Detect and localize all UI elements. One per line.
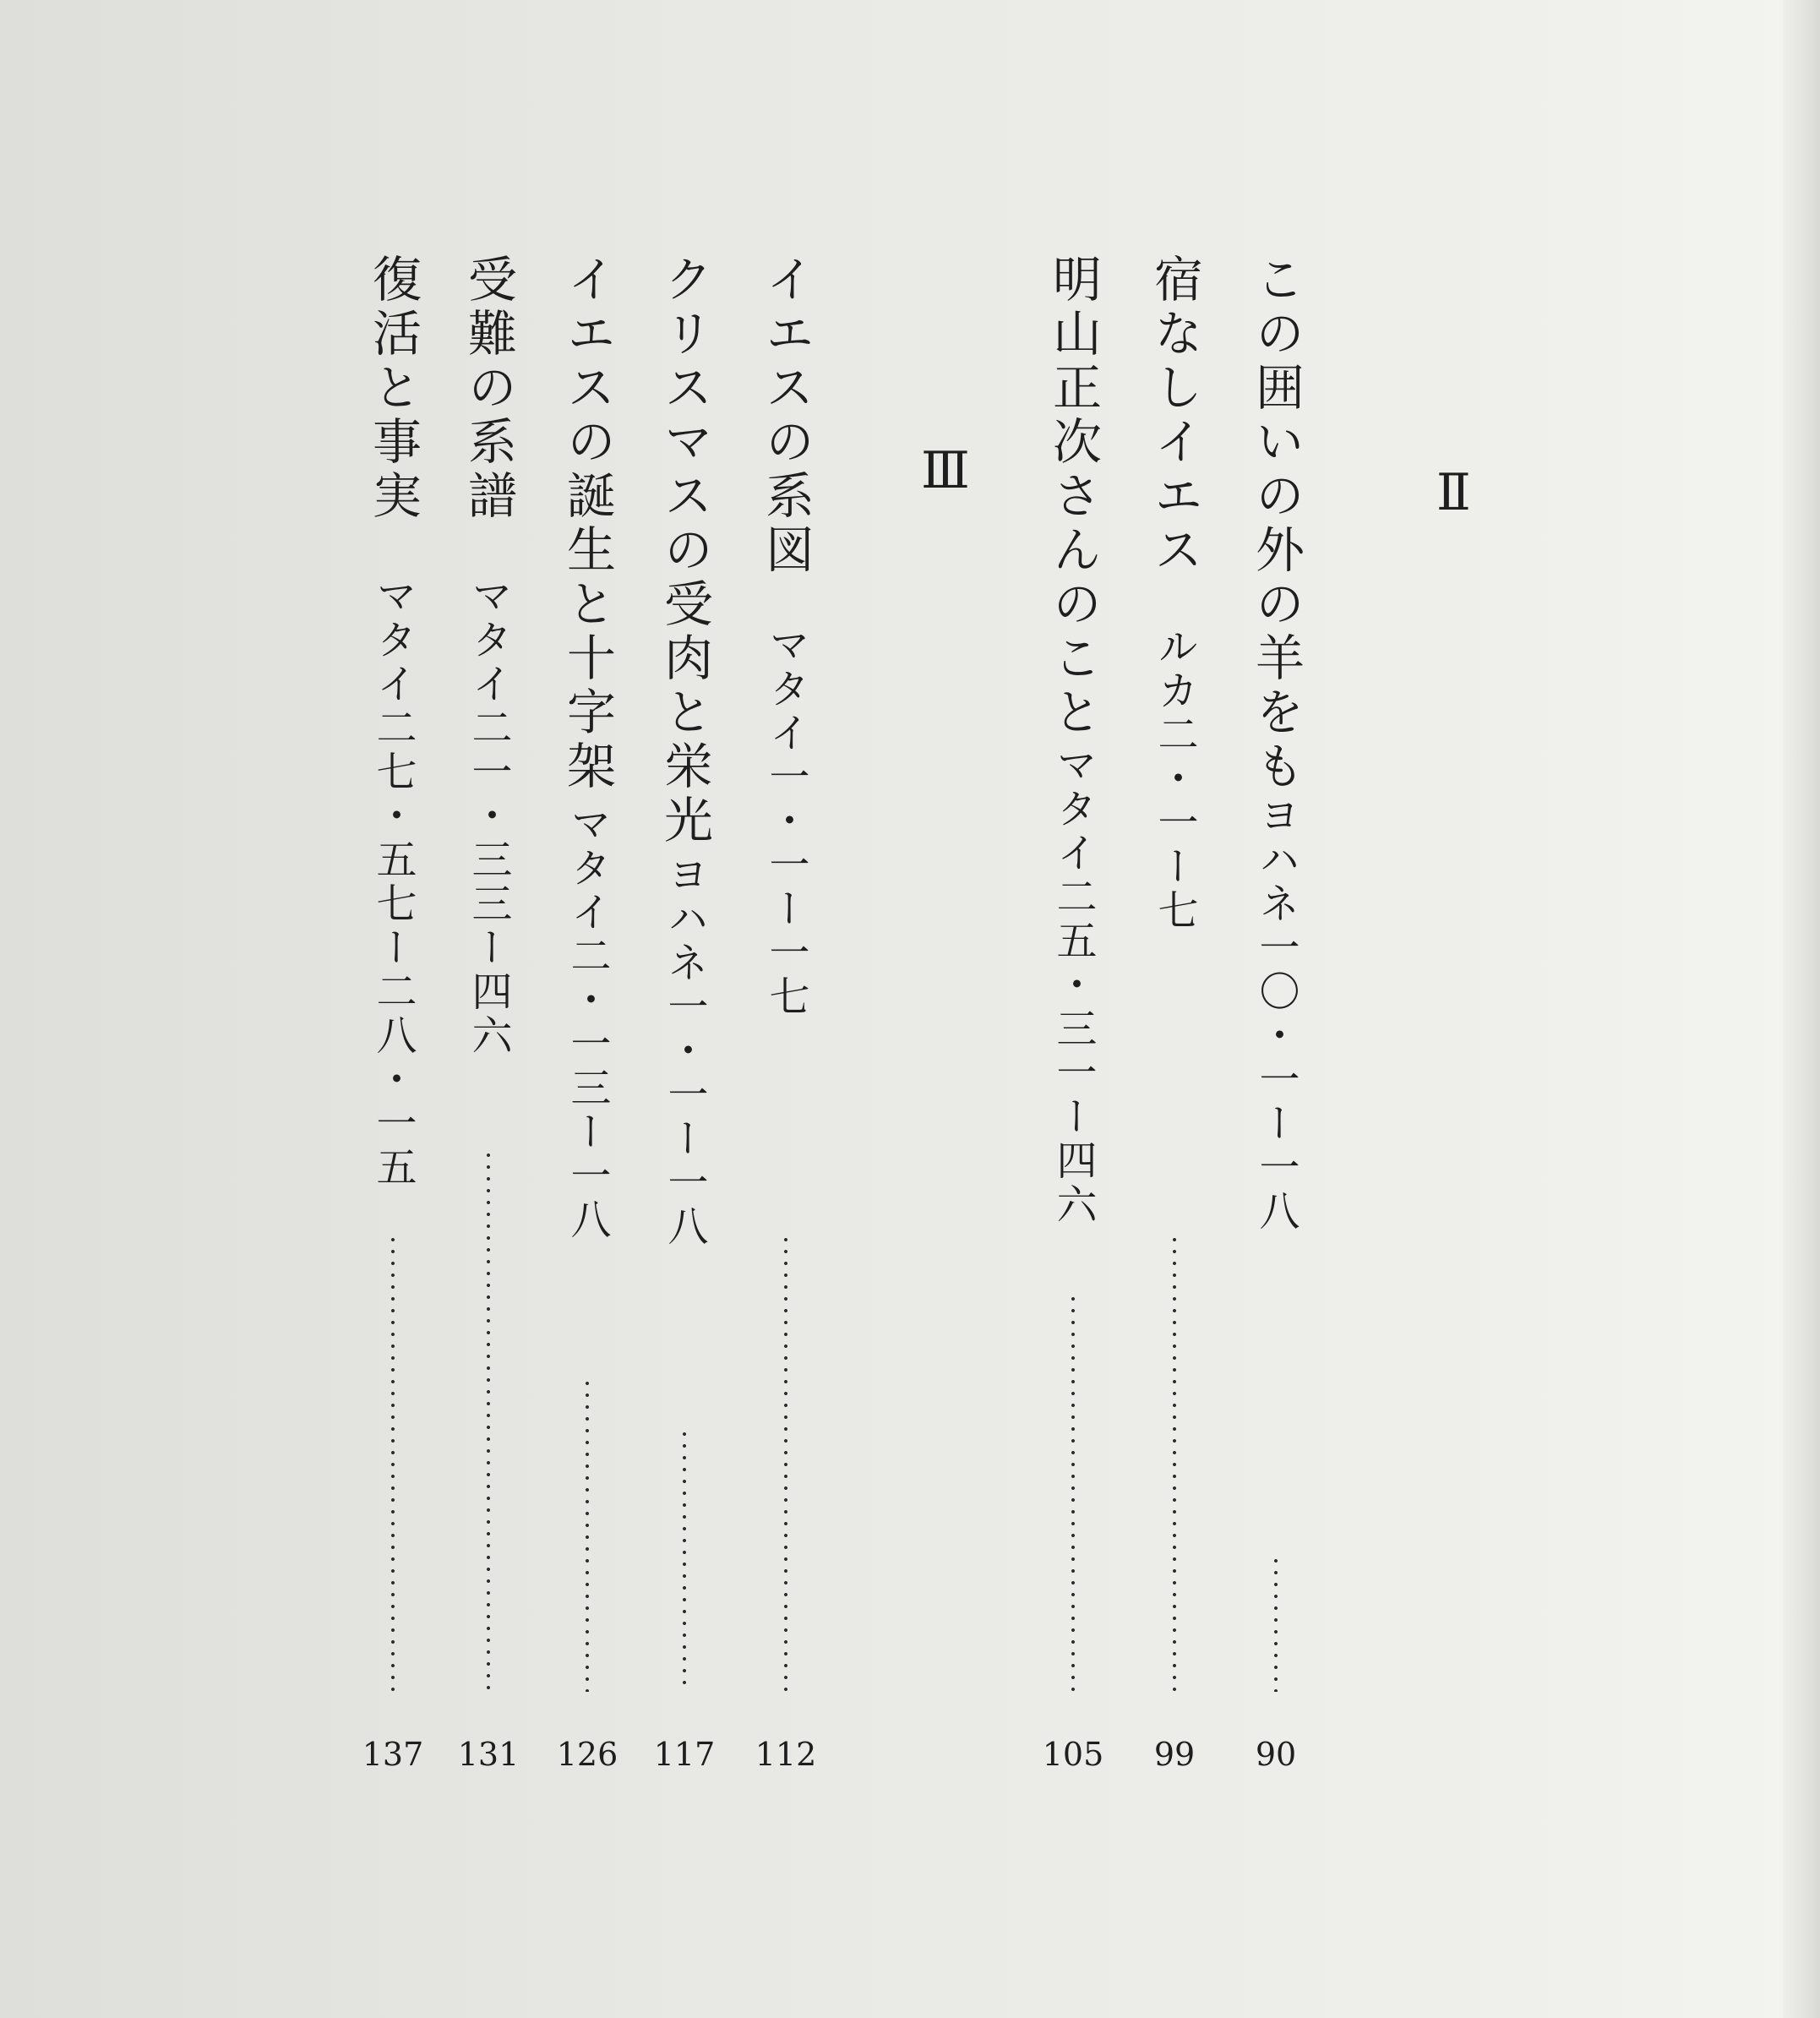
toc-entry[interactable] xyxy=(346,254,439,1808)
entry-title: 宿なしイエス xyxy=(1146,254,1203,578)
entry-page-number: 117 xyxy=(653,1736,716,1773)
entry-page-number: 99 xyxy=(1153,1736,1196,1773)
entry-page-number: 105 xyxy=(1042,1736,1104,1773)
toc-entry[interactable] xyxy=(1027,254,1120,1808)
entry-page-number: 112 xyxy=(755,1736,817,1773)
dot-leader xyxy=(1173,1234,1177,1692)
entry-title: 明山正次さんのこと xyxy=(1044,254,1102,740)
entry-scripture-ref: マタイ二・一三ー一八 xyxy=(564,803,611,1242)
entry-scripture-ref: ルカ二・一ー七 xyxy=(1151,625,1198,933)
entry-title: イエスの系図 xyxy=(757,254,815,578)
entry-page-number: 90 xyxy=(1255,1736,1297,1773)
entry-page-number: 137 xyxy=(362,1736,424,1773)
toc-entry[interactable] xyxy=(739,254,832,1808)
dot-leader xyxy=(1274,1555,1278,1692)
part-numeral-ii: Ⅱ xyxy=(1436,463,1471,522)
page-edge xyxy=(1783,0,1820,2018)
entry-title: クリスマスの受肉と栄光 xyxy=(656,254,713,848)
entry-scripture-ref: マタイ二七・五七ー二八・一五 xyxy=(369,575,417,1190)
dot-leader xyxy=(784,1234,788,1692)
entry-title: この囲いの外の羊をも xyxy=(1247,254,1305,794)
entry-title: 受難の系譜 xyxy=(460,254,517,524)
toc-entry[interactable] xyxy=(638,254,731,1808)
dot-leader xyxy=(487,1149,491,1692)
entry-scripture-ref: マタイ二一・三三ー四六 xyxy=(465,575,512,1058)
toc-entry[interactable] xyxy=(1229,254,1322,1808)
entry-scripture-ref: マタイ二五・三一ー四六 xyxy=(1049,744,1097,1227)
dot-leader xyxy=(391,1234,395,1692)
entry-title: 復活と事実 xyxy=(364,254,422,524)
entry-title: イエスの誕生と十字架 xyxy=(559,254,616,794)
dot-leader xyxy=(586,1377,590,1692)
toc-entry[interactable] xyxy=(442,254,535,1808)
entry-page-number: 126 xyxy=(556,1736,618,1773)
entry-scripture-ref: ヨハネ一・一ー一八 xyxy=(661,854,708,1249)
entry-scripture-ref: ヨハネ一〇・一ー一八 xyxy=(1252,794,1300,1234)
dot-leader xyxy=(683,1428,687,1692)
entry-page-number: 131 xyxy=(457,1736,520,1773)
toc-entry[interactable] xyxy=(1128,254,1221,1808)
toc-entry[interactable] xyxy=(541,254,634,1808)
part-numeral-iii: Ⅲ xyxy=(921,441,970,500)
show-through-texture xyxy=(1369,220,1419,1656)
dot-leader xyxy=(1071,1293,1076,1692)
entry-scripture-ref: マタイ一・一ー一七 xyxy=(762,624,809,1019)
